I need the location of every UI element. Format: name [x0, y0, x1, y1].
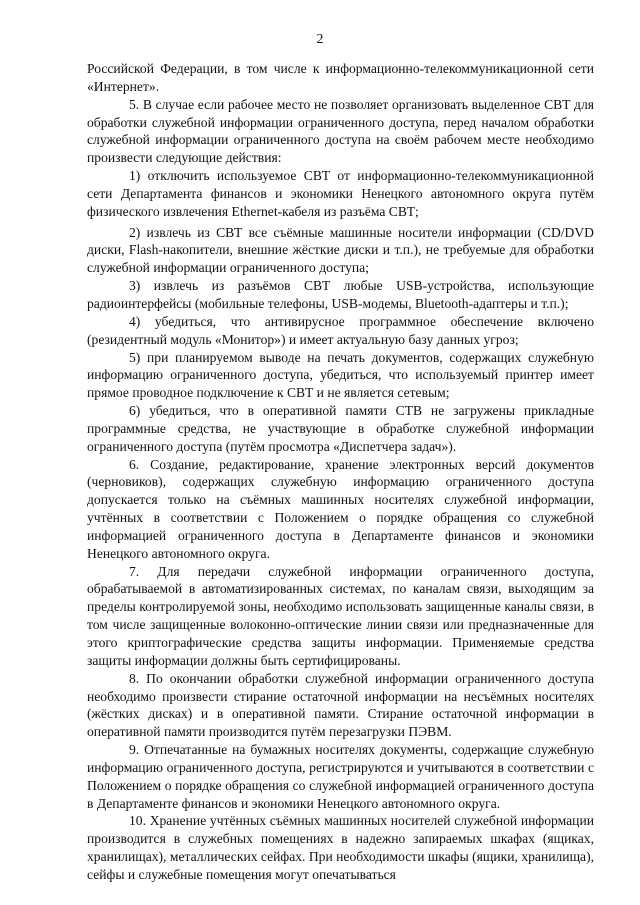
paragraph-subitem-5: 5) при планируемом выводе на печать документов, содержащих служебную информацию ограниченного доступа, убедиться, что используемый принтер имеет прямое проводное подключение к СВТ и не является сетевым;: [87, 349, 594, 401]
paragraph-item-5: 5. В случае если рабочее место не позволяет организовать выделенное СВТ для обработки служебной информации ограниченного доступа, перед началом обработки служебной информации ограниченного доступа на своём рабочем месте необходимо произвести следующие действия:: [87, 96, 594, 166]
page-number: 2: [316, 32, 324, 47]
document-body: [87, 60, 594, 884]
paragraph-item-9: 9. Отпечатанные на бумажных носителях документы, содержащие служебную информацию ограниченного доступа, регистрируются и учитываются в соответствии с Положением о порядке обращения со служебной информацией ограниченного доступа в Департаменте финансов и экономики Ненецкого автономного округа.: [87, 742, 594, 811]
paragraph-item-10: 10. Хранение учтённых съёмных машинных носителей служебной информации производится в служебных помещениях в надежно запираемых шкафах (ящиках, хранилищах), металлических сейфах. При необходимости шкафы (ящики, хранилища), сейфы и служебные помещения могут опечатываться: [87, 813, 595, 882]
paragraph-subitem-4: 4) убедиться, что антивирусное программное обеспечение включено (резидентный модуль «Монитор») и имеет актуальную базу данных угроз;: [87, 313, 594, 347]
paragraph-item-7: 7. Для передачи служебной информации ограниченного доступа, обрабатываемой в автоматизированных системах, по каналам связи, выходящим за пределы контролируемой зоны, необходимо использовать защищенные каналы связи, в том числе защищенные волоконно-оптические линии связи или предназначенные для этого криптографические средства защиты информации. Применяемые средства защиты информации должны быть сертифицированы.: [87, 563, 594, 668]
paragraph-subitem-1: 1) отключить используемое СВТ от информационно-телекоммуникационной сети Департамента финансов и экономики Ненецкого автономного округа путём физического извлечения Ethernet-кабеля из разъёма СВТ;: [87, 168, 594, 219]
paragraph-subitem-6: 6) убедиться, что в оперативной памяти СТВ не загружены прикладные программные средства, не участвующие в обработке служебной информации ограниченного доступа (путём просмотра «Диспетчера задач»).: [87, 403, 594, 454]
paragraph-item-6: 6. Создание, редактирование, хранение электронных версий документов (черновиков), содержащих служебную информацию ограниченного доступа допускается только на съёмных машинных носителях служебной информации, учтённых в соответствии с Положением о порядке обращения со служебной информацией ограниченного доступа в Департаменте финансов и экономики Ненецкого автономного округа.: [87, 456, 594, 561]
paragraph-subitem-3: 3) извлечь из разъёмов СВТ любые USB-устройства, использующие радиоинтерфейсы (мобильные телефоны, USB-модемы, Bluetooth-адаптеры и т.п.);: [87, 278, 594, 311]
paragraph-continuation: Российской Федерации, в том числе к информационно-телекоммуникационной сети «Интернет».: [87, 61, 594, 94]
paragraph-item-8: 8. По окончании обработки служебной информации ограниченного доступа необходимо произвести стирание остаточной информации на несъёмных носителях (жёстких дисках) и в оперативной памяти. Стирание остаточной информации в оперативной памяти производится путём перезагрузки ПЭВМ.: [87, 670, 594, 740]
paragraph-subitem-2: 2) извлечь из СВТ все съёмные машинные носители информации (CD/DVD диски, Flash-накопители, внешние жёсткие диски и т.п.), не требуемые для обработки служебной информации ограниченного доступа;: [87, 224, 594, 276]
